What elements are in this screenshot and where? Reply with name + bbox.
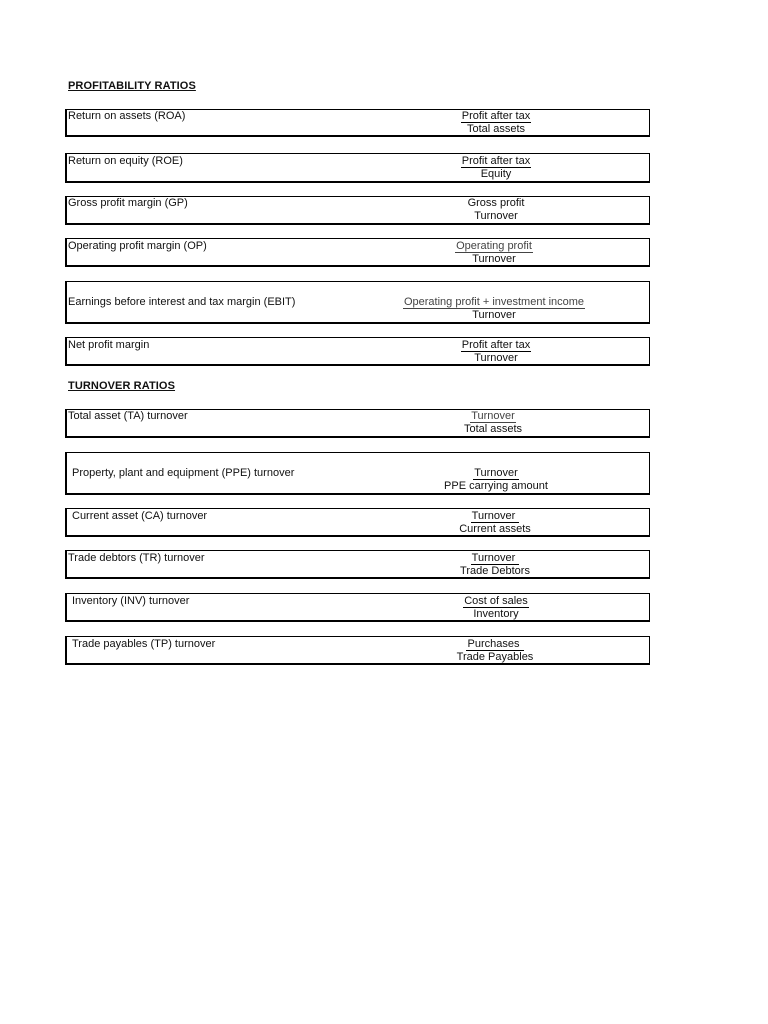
profitability-ratios-heading: PROFITABILITY RATIOS <box>68 80 196 92</box>
ratio-numerator: Operating profit <box>456 240 532 252</box>
ratio-label: Return on assets (ROA) <box>68 110 186 122</box>
ratio-row-roa <box>65 109 650 137</box>
ratio-row-tp <box>65 636 650 665</box>
ratio-label: Return on equity (ROE) <box>68 155 183 167</box>
ratio-denominator: Equity <box>480 168 512 180</box>
ratio-fraction <box>376 467 616 493</box>
ratio-row-ta <box>65 409 650 438</box>
ratio-row-net-profit <box>65 337 650 366</box>
ratio-fraction <box>374 240 614 266</box>
ratio-numerator: Turnover <box>471 552 519 564</box>
ratio-numerator: Turnover <box>474 467 518 479</box>
ratio-numerator: Profit after tax <box>461 339 531 351</box>
ratio-fraction <box>375 552 615 578</box>
turnover-ratios-heading: TURNOVER RATIOS <box>68 380 176 392</box>
ratio-row-ebit <box>65 281 650 324</box>
ratio-row-inv <box>65 593 650 622</box>
ratio-fraction <box>373 410 613 436</box>
ratio-fraction <box>376 110 616 136</box>
ratio-denominator: Current assets <box>459 523 531 535</box>
ratio-denominator: Total assets <box>466 123 526 135</box>
ratio-row-op <box>65 238 650 267</box>
ratio-fraction <box>376 339 616 365</box>
ratio-label: Trade debtors (TR) turnover <box>68 552 205 564</box>
ratio-label: Total asset (TA) turnover <box>68 410 188 422</box>
ratio-numerator: Turnover <box>471 410 515 422</box>
ratio-denominator: Total assets <box>463 423 523 435</box>
ratio-denominator: Inventory <box>473 608 519 620</box>
ratio-numerator: Purchases <box>467 638 523 650</box>
ratio-denominator: Trade Payables <box>456 651 534 663</box>
ratio-denominator: Turnover <box>472 309 516 321</box>
ratio-label: Earnings before interest and tax margin (EBIT) <box>68 296 296 308</box>
ratio-row-ca <box>65 508 650 537</box>
ratio-numerator: Profit after tax <box>461 110 531 122</box>
ratio-label: Trade payables (TP) turnover <box>72 638 216 650</box>
ratio-label: Property, plant and equipment (PPE) turnover <box>72 467 295 479</box>
ratio-denominator: Turnover <box>474 352 518 364</box>
ratio-numerator: Turnover <box>471 510 519 522</box>
ratio-denominator: Trade Debtors <box>460 565 530 577</box>
ratio-label: Inventory (INV) turnover <box>72 595 190 607</box>
ratio-fraction <box>375 638 615 664</box>
ratio-row-gp <box>65 196 650 225</box>
ratio-denominator: Turnover <box>472 253 516 265</box>
ratio-denominator: PPE carrying amount <box>444 480 548 492</box>
ratio-row-ppe <box>65 452 650 495</box>
ratio-label: Net profit margin <box>68 339 150 351</box>
ratio-fraction <box>376 155 616 181</box>
ratio-fraction <box>376 595 616 621</box>
ratio-label: Operating profit margin (OP) <box>68 240 207 252</box>
ratio-fraction <box>374 296 614 322</box>
ratio-numerator: Cost of sales <box>464 595 528 607</box>
ratio-fraction <box>375 510 615 536</box>
ratio-row-tr <box>65 550 650 579</box>
ratio-label: Gross profit margin (GP) <box>68 197 188 209</box>
ratio-row-roe <box>65 153 650 183</box>
ratio-label: Current asset (CA) turnover <box>72 510 208 522</box>
ratio-numerator: Gross profit <box>467 197 525 209</box>
ratio-numerator: Operating profit + investment income <box>403 296 585 308</box>
ratio-numerator: Profit after tax <box>461 155 531 167</box>
ratio-fraction <box>376 197 616 223</box>
ratio-denominator: Turnover <box>474 210 518 222</box>
